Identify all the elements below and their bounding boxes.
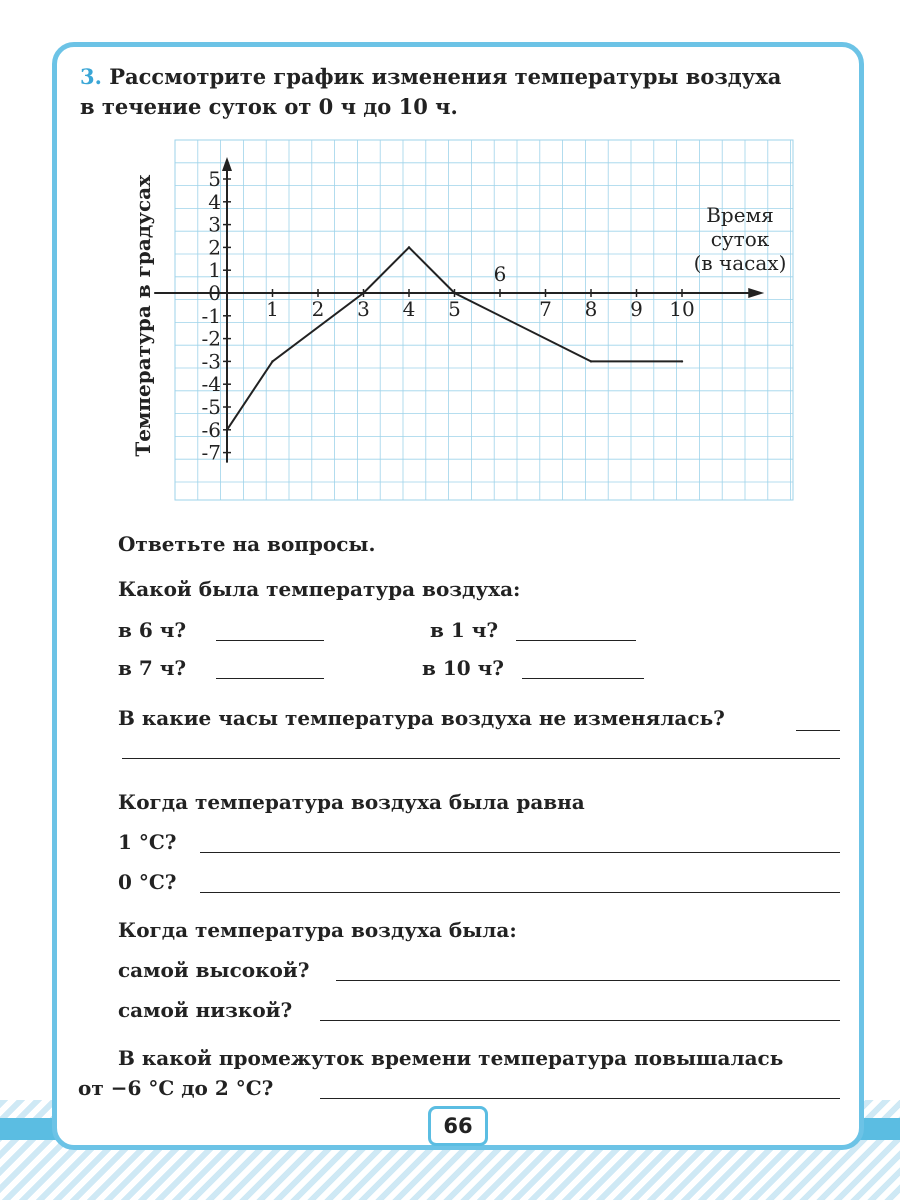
page-number: 66 [428,1106,488,1146]
questions-intro: Ответьте на вопросы. [118,532,376,556]
answer-0c-field[interactable] [200,892,840,893]
x-tick-label: 5 [448,297,461,321]
x-axis-label-line: (в часах) [693,251,787,275]
y-tick-label: 0 [208,281,221,305]
chart-ticks [202,167,695,465]
data-point [271,360,273,362]
data-point [226,429,228,431]
task-line-1: Рассмотрите график изменения температуры воздуха [109,64,782,89]
answer-1c-field[interactable] [200,852,840,853]
x-tick-label: 10 [669,297,695,321]
y-tick-label: 2 [208,235,221,260]
y-tick-label: -4 [201,372,221,397]
y-tick-label: -6 [201,417,221,442]
answer-constant-field-1[interactable] [796,730,840,731]
chart-series [226,246,683,431]
y-tick-label: 1 [208,258,221,283]
task-title [80,62,870,122]
y-tick-label: -2 [201,326,221,351]
question-highest: самой высокой? [118,958,310,982]
y-tick-label: -3 [201,349,221,374]
y-axis-arrow [222,157,232,171]
y-tick-label: -7 [201,440,221,465]
question-1h: в 1 ч? [430,618,499,642]
question-7h: в 7 ч? [118,656,187,680]
question-rise-line-1: В какой промежуток времени температура повышалась [118,1046,784,1070]
x-tick-label: 1 [266,297,279,321]
answer-constant-field-2[interactable] [122,758,840,759]
x-axis-arrow [748,288,764,298]
data-point [453,292,455,294]
answer-rise-field[interactable] [320,1098,840,1099]
answer-1h-field[interactable] [516,640,636,641]
data-point [590,360,592,362]
temperature-chart [120,130,820,510]
task-number: 3. [80,64,102,89]
question-constant: В какие часы температура воздуха не изменялась? [118,706,725,730]
y-axis-label: Температура в градусах [131,174,155,457]
data-point [681,360,683,362]
x-tick-label: 6 [493,262,507,286]
x-axis-label-line: суток [710,227,770,251]
question-1c: 1 °С? [118,830,177,854]
y-tick-label: 5 [208,167,221,191]
question-equal: Когда температура воздуха была равна [118,790,585,814]
y-tick-label: -1 [201,303,221,328]
question-when: Когда температура воздуха была: [118,918,517,942]
answer-6h-field[interactable] [216,640,324,641]
question-6h: в 6 ч? [118,618,187,642]
answer-highest-field[interactable] [336,980,840,981]
temperature-line [227,247,682,429]
y-tick-label: 3 [208,212,221,237]
x-tick-label: 4 [402,297,416,321]
x-tick-label: 2 [311,297,325,321]
question-lowest: самой низкой? [118,998,293,1022]
data-point [408,246,410,248]
answer-lowest-field[interactable] [320,1020,840,1021]
question-rise-line-2: от −6 °С до 2 °С? [78,1076,274,1100]
question-temperature: Какой была температура воздуха: [118,577,521,601]
x-tick-label: 3 [357,297,370,321]
task-line-2: в течение суток от 0 ч до 10 ч. [80,94,458,119]
answer-10h-field[interactable] [522,678,644,679]
answer-7h-field[interactable] [216,678,324,679]
x-axis-label-line: Время [706,203,774,227]
question-10h: в 10 ч? [422,656,505,680]
x-tick-label: 7 [539,297,552,321]
x-tick-label: 9 [630,297,643,321]
question-0c: 0 °С? [118,870,177,894]
y-tick-label: 4 [208,189,221,214]
data-point [362,292,364,294]
x-tick-label: 8 [584,297,598,321]
y-tick-label: -5 [201,395,221,419]
